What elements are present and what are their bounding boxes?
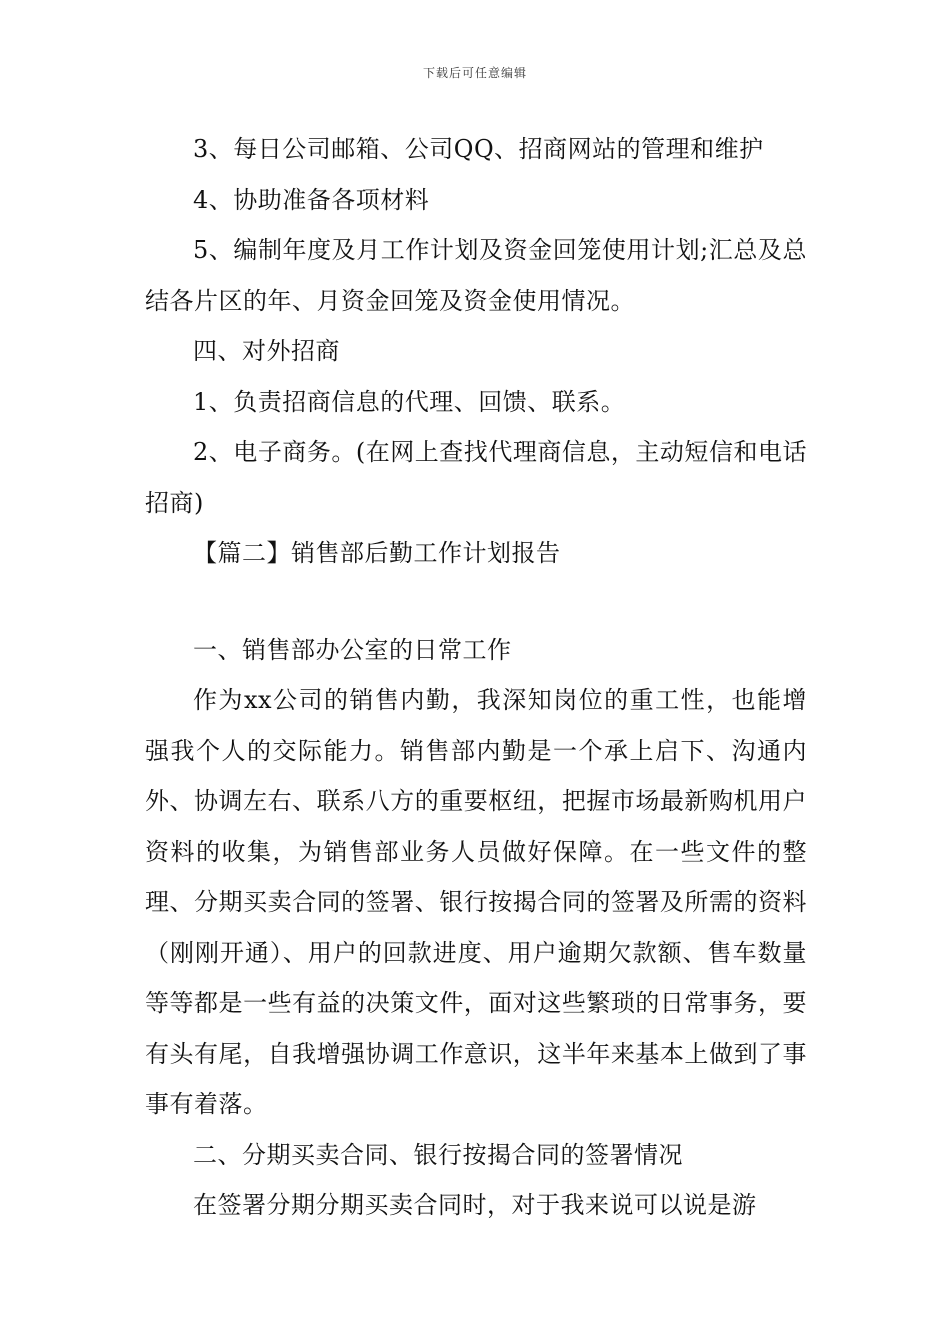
page-header: 下载后可任意编辑 [422, 66, 527, 80]
list-item: 3、每日公司邮箱、公司QQ、招商网站的管理和维护 [193, 135, 764, 163]
list-item: 5、编制年度及月工作计划及资金回笼使用计划;汇总及总结各片区的年、月资金回笼及资金使用情况。 [145, 236, 807, 315]
section-heading: 二、分期买卖合同、银行按揭合同的签署情况 [193, 1140, 683, 1169]
section-heading: 四、对外招商 [193, 337, 340, 365]
body-paragraph: 在签署分期分期买卖合同时，对于我来说可以说是游 [193, 1191, 757, 1219]
list-item: 2、电子商务。(在网上查找代理商信息，主动短信和电话招商) [145, 438, 807, 517]
body-paragraph: 作为xx公司的销售内勤，我深知岗位的重工性，也能增强我个人的交际能力。销售部内勤是一个承上启下、沟通内外、协调左右、联系八方的重要枢纽，把握市场最新购机用户资料的收集，为销售部业务人员做好保障。在一些文件的整理、分期买卖合同的签署、银行按揭合同的签署及所需的资料（刚刚开通）、用户的回款进度、用户逾期欠款额、售车数量等等都是一些有益的决策文件，面对这些繁琐的日常事务，要有头有尾，自我增强协调工作意识，这半年来基本上做到了事事有着落。 [145, 686, 807, 1118]
document-body [145, 124, 807, 1231]
blank-line [145, 579, 807, 625]
list-item: 4、协助准备各项材料 [193, 185, 430, 214]
section-heading: 一、销售部办公室的日常工作 [193, 635, 512, 664]
list-item: 1、负责招商信息的代理、回馈、联系。 [193, 387, 626, 416]
article-title: 【篇二】销售部后勤工作计划报告 [193, 539, 561, 567]
